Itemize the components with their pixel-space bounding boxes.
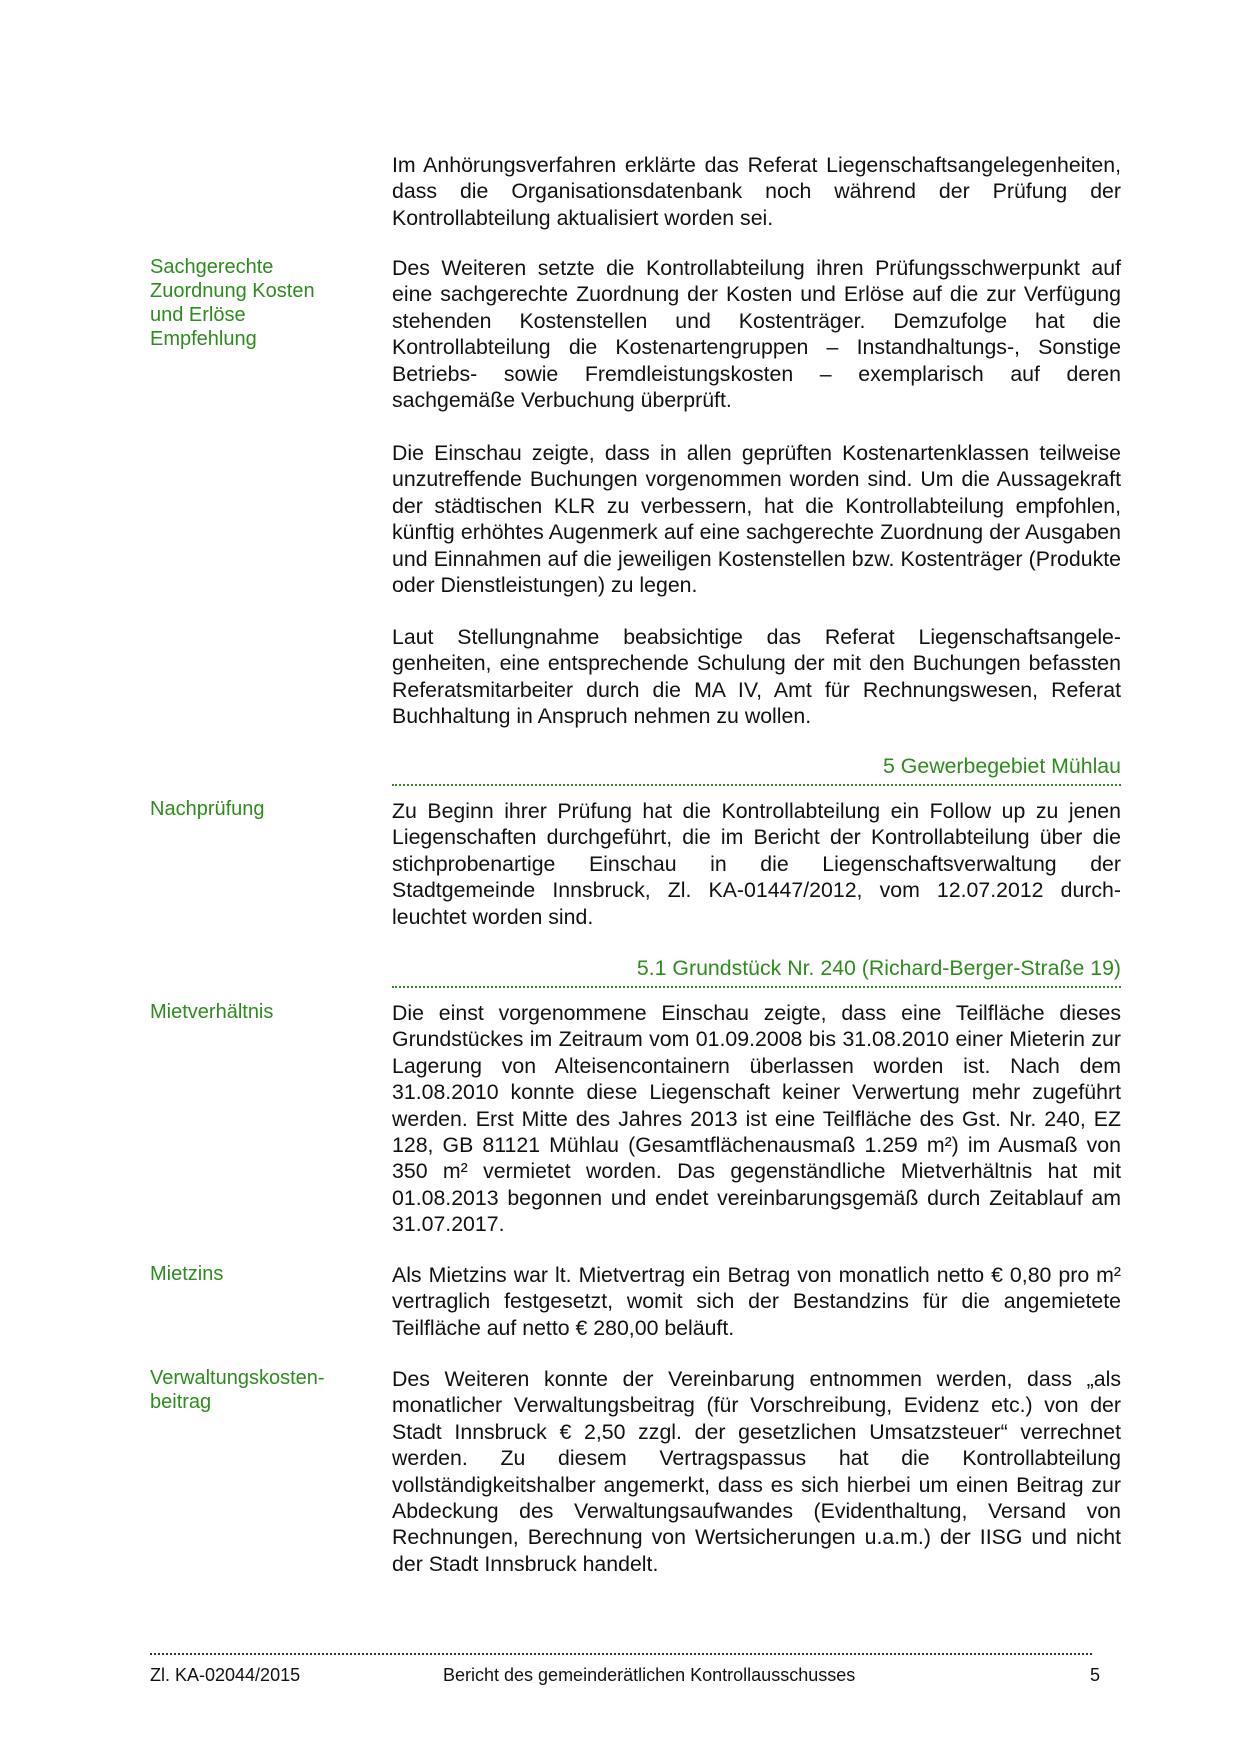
- footer-reference: Zl. KA-02044/2015: [150, 1665, 301, 1685]
- side-note-line: Mietzins: [150, 1263, 224, 1285]
- footer-divider: [150, 1653, 1092, 1655]
- side-note-line: Sachgerechte: [150, 256, 274, 278]
- paragraph-mietverhaeltnis: Die einst vorgenommene Einschau zeigte, dass eine Teilfläche dieses Grundstückes im Zeitraum vom 01.09.2008 bis 31.08.2010 einer Mieterin zur Lagerung von Alteisencontainern überlassen worden ist. Nach dem 31.08.2010 konnte diese Liegenschaft keiner Verwertung mehr zugeführt werden. Erst Mitte des Jahres 2013 ist eine Teilfläche des Gst. Nr. 240, EZ 128, GB 81121 Mühlau (Gesamtflächenausmaß 1.259 m²) im Ausmaß von 350 m² vermietet worden. Das gegenständliche Mietverhältnis hat mit 01.08.2013 begonnen und endet vereinbarungsgemäß durch Zeitablauf am 31.07.2017.: [392, 1001, 1121, 1237]
- side-note-line: Mietverhältnis: [150, 1001, 274, 1023]
- side-note-nachpruefung: [150, 797, 350, 821]
- paragraph-verwaltungsbeitrag: Des Weiteren konnte der Vereinbarung entnommen werden, dass „als monatlicher Verwaltungsbeitrag (für Vorschreibung, Evidenz etc.) von der Stadt Innsbruck € 2,50 zzgl. der gesetzlichen Umsatzsteuer“ verrechnet werden. Zu diesem Vertragspassus hat die Kontrollabteilung vollständigkeitshalber angemerkt, dass es sich hierbei um einen Beitrag zur Abdeckung des Verwaltungsaufwandes (Evidenthaltung, Versand von Rechnungen, Berechnung von Wertsicherungen u.a.m.) der IISG und nicht der Stadt Innsbruck handelt.: [392, 1367, 1121, 1576]
- paragraph-follow-up: Zu Beginn ihrer Prüfung hat die Kontrollabteilung ein Follow up zu jenen Liegenschaften durchgeführt, die im Bericht der Kontrollabteilung über die stichprobenartige Einschau in die Liegenschaftsverwaltung der Stadtgemeinde Innsbruck, Zl. KA-01447/2012, vom 12.07.2012 durchleuchtet worden sind.: [392, 799, 1121, 929]
- side-note-line: beitrag: [150, 1391, 212, 1413]
- paragraph-stellungnahme: Laut Stellungnahme beabsichtige das Referat Liegenschaftsangelegenheiten, eine entsprechende Schulung der mit den Buchungen befassten Referatsmitarbeiter durch die MA IV, Amt für Rechnungswesen, Referat Buchhaltung in Anspruch nehmen zu wollen.: [392, 625, 1121, 729]
- paragraph-einschau: Die Einschau zeigte, dass in allen geprüften Kostenartenklassen teilweise unzutreffende Buchungen vorgenommen worden sind. Um die Aussagekraft der städtischen KLR zu verbessern, hat die Kontrollabteilung empfohlen, künftig erhöhtes Augenmerk auf eine sachgerechte Zuordnung der Ausgaben und Einnahmen auf die jeweiligen Kostenstellen bzw. Kostenträger (Produkte oder Dienstleistungen) zu legen.: [392, 441, 1121, 598]
- side-note-line: Nachprüfung: [150, 798, 265, 820]
- section-heading-5: 5 Gewerbegebiet Mühlau: [392, 753, 1121, 786]
- paragraph-mietzins: Als Mietzins war lt. Mietvertrag ein Betrag von monatlich netto € 0,80 pro m² vertraglich festgesetzt, womit sich der Bestandzins für die angemietete Teilfläche auf netto € 280,00 beläuft.: [392, 1263, 1121, 1340]
- side-note-line: Empfehlung: [150, 328, 257, 350]
- section-heading-5-1: 5.1 Grundstück Nr. 240 (Richard-Berger-Straße 19): [392, 955, 1121, 988]
- side-note-line: und Erlöse: [150, 304, 246, 326]
- page-number: 5: [1089, 1665, 1100, 1685]
- paragraph-pruefungsschwerpunkt: Des Weiteren setzte die Kontrollabteilung ihren Prüfungsschwerpunkt auf eine sachgerechte Zuordnung der Kosten und Erlöse auf die zur Verfügung stehenden Kostenstellen und Kostenträger. Demzufolge hat die Kontrollabteilung die Kostenartengruppen – Instandhaltungs-, Sonstige Betriebs- sowie Fremdleistungskosten – exemplarisch auf deren sachgemäße Verbuchung überprüft.: [392, 256, 1121, 413]
- side-note-mietverhaeltnis: [150, 1000, 350, 1024]
- footer-title: Bericht des gemeinderätlichen Kontrollausschusses: [443, 1665, 856, 1685]
- side-note-line: Zuordnung Kosten: [150, 280, 315, 302]
- side-note-line: Verwaltungskosten-: [150, 1367, 325, 1389]
- side-note-verwaltungskostenbeitrag: [150, 1366, 350, 1414]
- side-note-mietzins: [150, 1262, 350, 1286]
- side-note-sachgerechte-zuordnung: [150, 255, 350, 351]
- paragraph-anhoerungsverfahren: Im Anhörungsverfahren erklärte das Referat Liegenschaftsangelegenheiten, dass die Organisationsdatenbank noch während der Prüfung der Kontrollabteilung aktualisiert worden sei.: [392, 153, 1121, 230]
